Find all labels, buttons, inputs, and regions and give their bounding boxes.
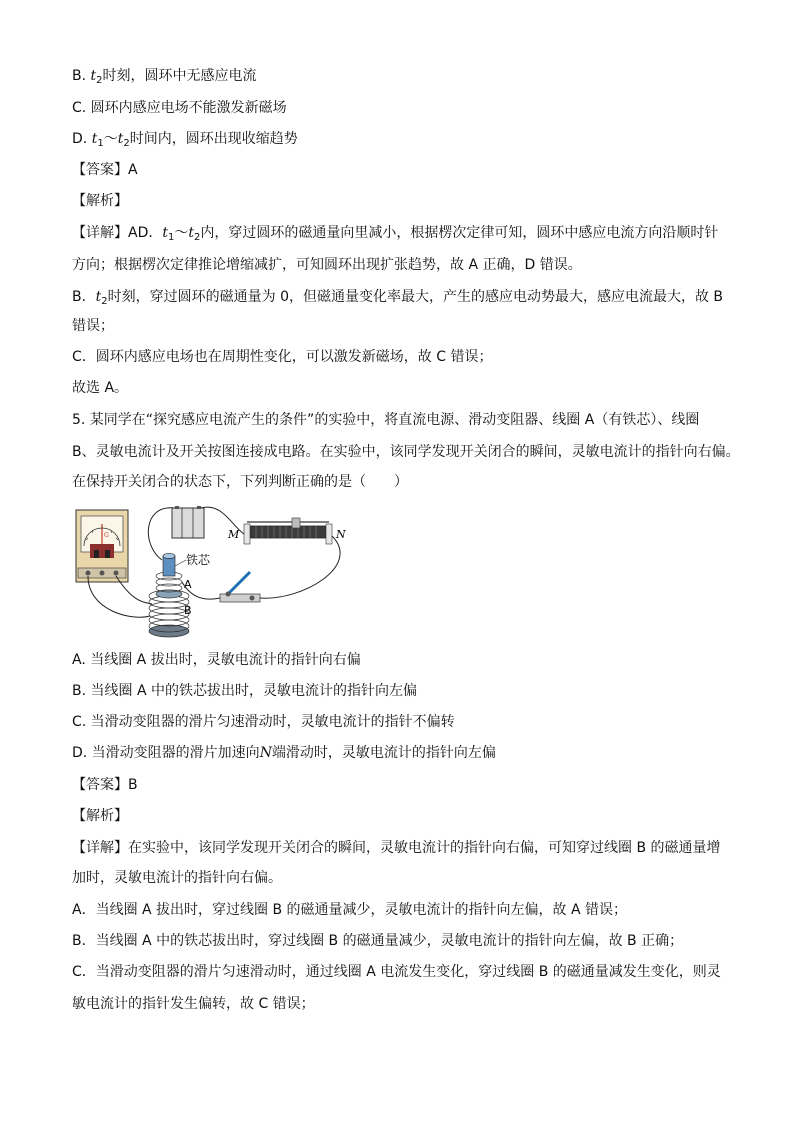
q5-stem-2: B、灵敏电流计及开关按图连接成电路。在实验中，该同学发现开关闭合的瞬间，灵敏电流计的指针向右偏。 [72, 444, 740, 460]
q5-detail-b: B．当线圈 A 中的铁芯拔出时，穿过线圈 B 的磁通量减少，灵敏电流计的指针向左偏，故 B 正确； [72, 933, 684, 949]
q5-detail-2: 加时，灵敏电流计的指针向右偏。 [72, 870, 282, 886]
q5-option-a: A. 当线圈 A 拔出时，灵敏电流计的指针向右偏 [72, 652, 361, 668]
q5-detail-c-2: 敏电流计的指针发生偏转，故 C 错误； [72, 996, 315, 1012]
q5-option-c: C. 当滑动变阻器的滑片匀速滑动时，灵敏电流计的指针不偏转 [72, 714, 455, 730]
text: 【详解】AD． [72, 225, 163, 241]
label-m: M [228, 528, 240, 541]
var-n: N [259, 745, 272, 761]
q4-detail-b [72, 287, 723, 307]
meter-scale-mark: G [104, 532, 109, 539]
q5-option-b: B. 当线圈 A 中的铁芯拔出时，灵敏电流计的指针向左偏 [72, 683, 417, 699]
circuit-figure [72, 506, 372, 641]
q5-answer: 【答案】B [72, 777, 138, 793]
q4-option-b [72, 66, 257, 86]
text: 时间内，圆环出现收缩趋势 [129, 131, 298, 147]
text: B． [72, 289, 96, 305]
subscript: 2 [101, 296, 108, 307]
q4-option-c: C. 圆环内感应电场不能激发新磁场 [72, 100, 287, 116]
coil-a [156, 554, 182, 599]
subscript: 2 [194, 232, 201, 243]
q5-analysis-heading: 【解析】 [72, 808, 128, 824]
q5-option-d [72, 743, 496, 763]
q4-analysis-heading: 【解析】 [72, 193, 128, 209]
subscript: 1 [97, 138, 104, 149]
text: 时刻，圆环中无感应电流 [102, 68, 257, 84]
galvanometer [76, 510, 128, 582]
label-a: A [184, 578, 192, 591]
label-b: B [184, 604, 192, 617]
text: ～ [174, 225, 189, 241]
q4-detail-ad-2: 方向；根据楞次定律推论增缩减扩，可知圆环出现扩张趋势，故 A 正确，D 错误。 [72, 257, 582, 273]
q5-detail-a: A．当线圈 A 拔出时，穿过线圈 B 的磁通量减少，灵敏电流计的指针向左偏，故 A 错误； [72, 902, 628, 918]
text: D. [72, 131, 92, 147]
q5-detail-c-1: C．当滑动变阻器的滑片匀速滑动时，通过线圈 A 电流发生变化，穿过线圈 B 的磁通量减发生变化，则灵 [72, 964, 721, 980]
var-t: t [91, 131, 98, 147]
subscript: 2 [123, 138, 130, 149]
q4-detail-b-2: 错误； [72, 318, 114, 334]
battery [172, 506, 204, 538]
var-t: t [162, 225, 168, 241]
q4-detail-c: C．圆环内感应电场也在周期性变化，可以激发新磁场，故 C 错误； [72, 349, 493, 365]
text: ～ [103, 131, 118, 147]
rheostat [227, 518, 346, 544]
text: 内，穿过圆环的磁通量向里减小，根据楞次定律可知，圆环中感应电流方向沿顺时针 [200, 225, 719, 241]
subscript: 1 [168, 232, 175, 243]
text: 端滑动时，灵敏电流计的指针向左偏 [271, 745, 496, 761]
label-n: N [336, 528, 346, 541]
q5-stem-3: 在保持开关闭合的状态下，下列判断正确的是（ ） [72, 474, 408, 490]
subscript: 2 [96, 75, 103, 86]
q4-option-d [72, 129, 298, 149]
q5-detail-1: 【详解】在实验中，该同学发现开关闭合的瞬间，灵敏电流计的指针向右偏，可知穿过线圈 B 的磁通量增 [72, 840, 721, 856]
q5-stem-1: 5. 某同学在“探究感应电流产生的条件”的实验中，将直流电源、滑动变阻器、线圈 A（有铁芯）、线圈 [72, 412, 700, 428]
text: 时刻，穿过圆环的磁通量为 0，但磁通量变化率最大，产生的感应电动势最大，感应电流最大，故 B [107, 289, 724, 305]
q4-answer: 【答案】A [72, 162, 138, 178]
var-t: t [117, 131, 124, 147]
text: B. [72, 68, 91, 84]
var-t: t [95, 289, 102, 305]
text: D. 当滑动变阻器的滑片加速向 [72, 745, 260, 761]
q4-conclusion: 故选 A。 [72, 380, 129, 396]
var-t: t [90, 68, 97, 84]
q4-detail-ad [72, 223, 718, 243]
var-t: t [188, 225, 195, 241]
label-core: 铁芯 [186, 553, 211, 567]
switch [220, 572, 260, 602]
